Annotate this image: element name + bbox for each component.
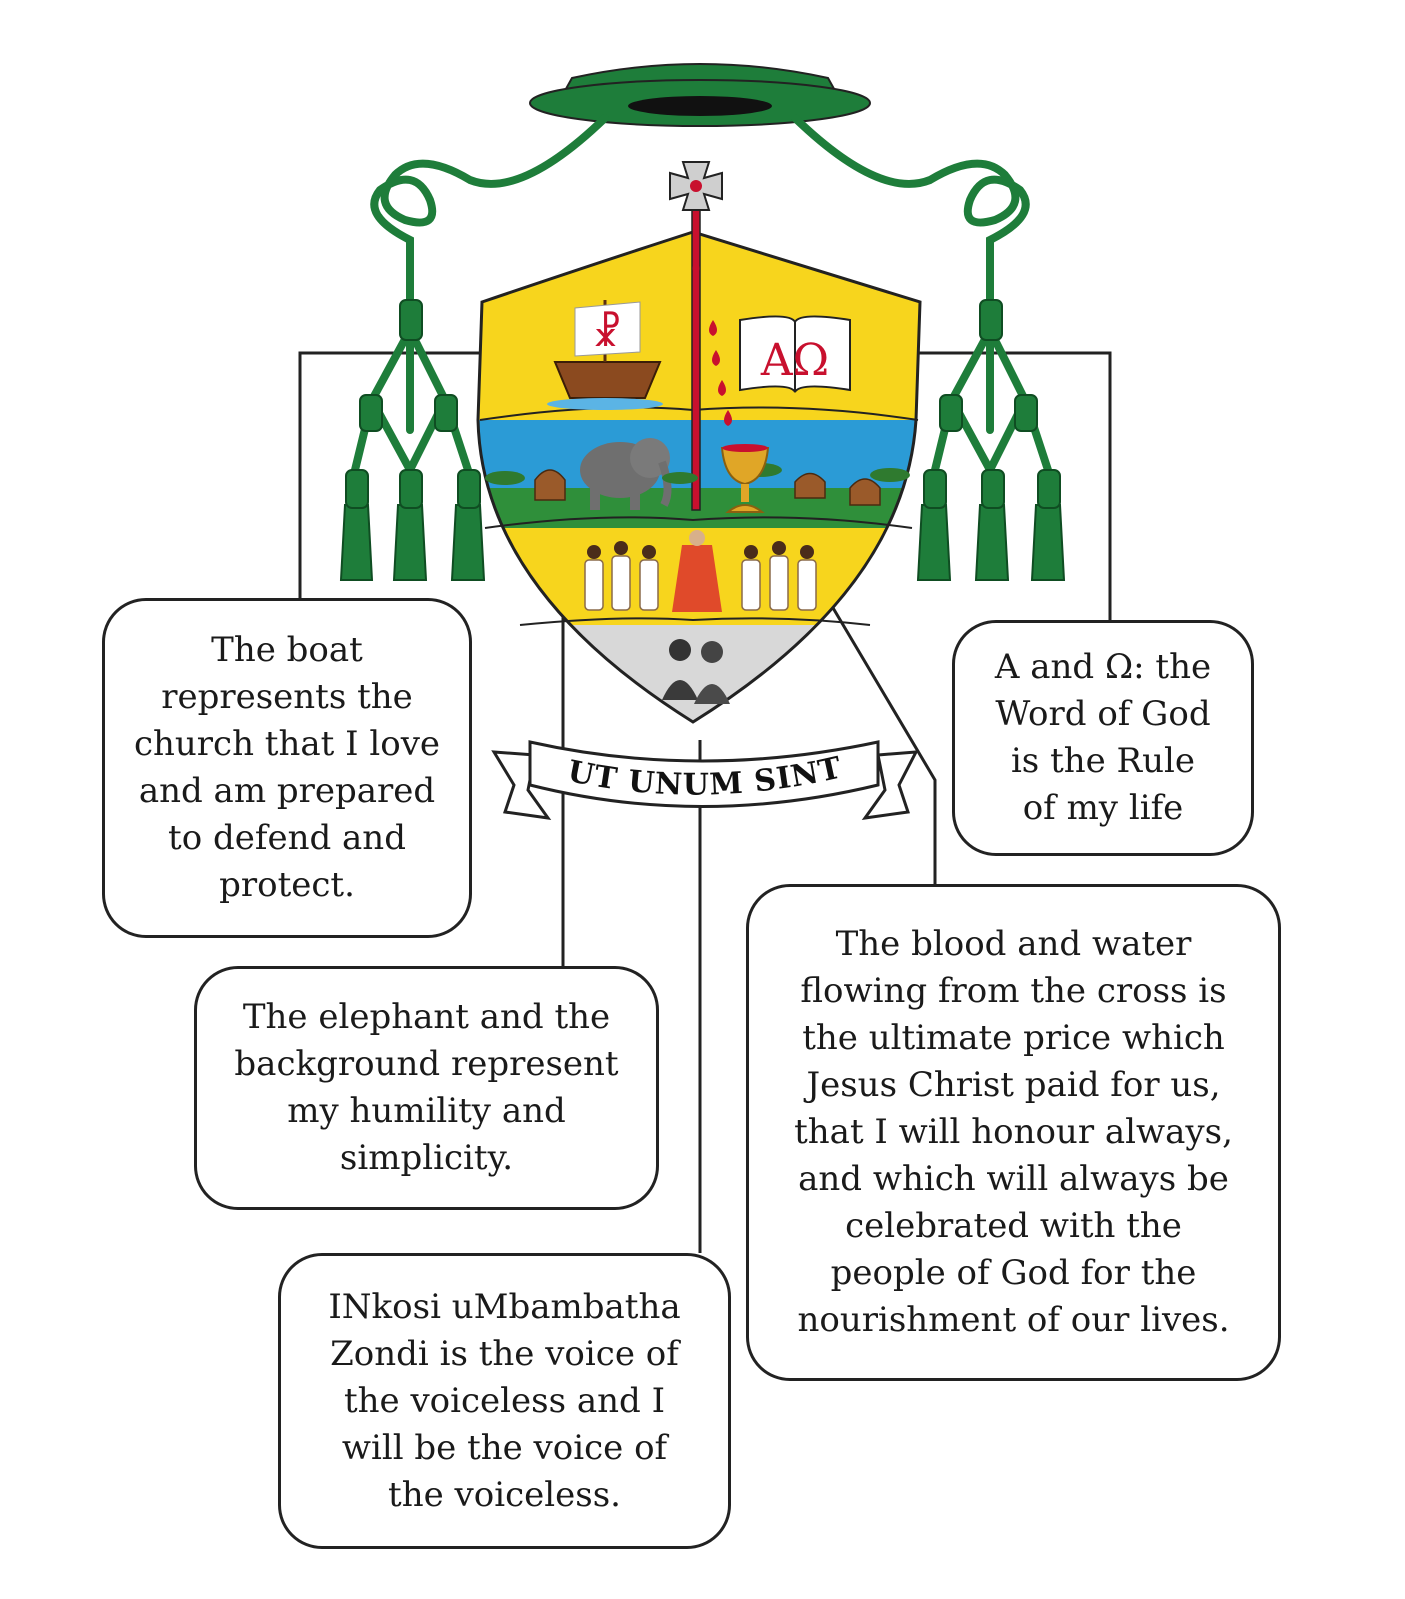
book-letters: AΩ — [760, 335, 830, 386]
people-figures-icon — [585, 530, 816, 612]
inkosi-callout-text: INkosi uMbambatha Zondi is the voice of the voiceless and I will be the voice of the voiceless. — [328, 1286, 681, 1515]
elephant-callout-text: The elephant and the background represent my humility and simplicity. — [234, 997, 619, 1178]
blood-water-callout-text: The blood and water flowing from the cross is the ultimate price which Jesus Christ paid for us, that I will honour always, and which will always be celebrated with the people of God for the nourishment of our lives. — [794, 924, 1233, 1340]
alpha-omega-callout-text: A and Ω: the Word of God is the Rule of my life — [994, 647, 1212, 828]
boat-callout-text: The boat represents the church that I love and am prepared to defend and protect. — [133, 630, 441, 905]
elephant-callout — [194, 966, 659, 1210]
alpha-omega-callout — [952, 620, 1254, 856]
motto-banner — [494, 742, 916, 818]
blood-water-callout — [746, 884, 1281, 1381]
boat-callout — [102, 598, 472, 938]
inkosi-callout — [278, 1253, 731, 1549]
motto-label: UT UNUM SINT — [564, 750, 846, 803]
svg-text:☧: ☧ — [592, 311, 622, 355]
book-icon — [740, 316, 850, 392]
galero-hat — [530, 64, 870, 126]
